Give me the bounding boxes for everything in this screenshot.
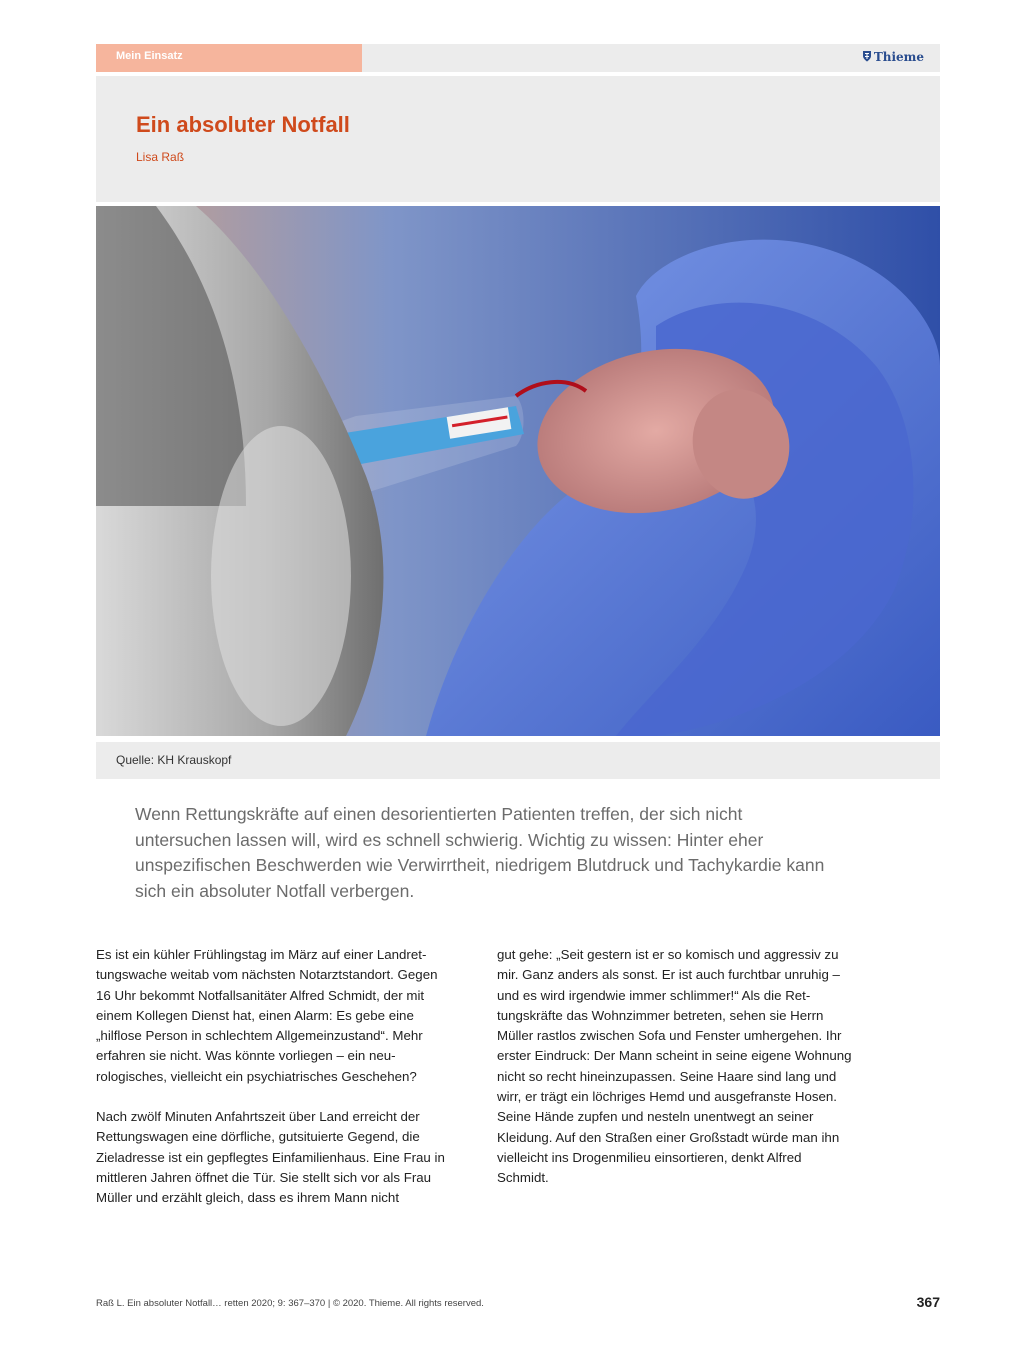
body-paragraph: Nach zwölf Minuten Anfahrtszeit über Land erreicht der Rettungswagen eine dörfliche, gutsituierte Gegend, die Zieladresse ist ein gepflegtes Einfamilienhaus. Eine Frau in mittleren Jahren öffnet die Tür. Sie stellt sich vor als Frau Müller und erzählt gleich, dass es ihrem Mann nicht	[96, 1109, 445, 1206]
caption-panel	[96, 742, 940, 779]
page-number: 367	[916, 1294, 940, 1310]
thieme-logo-icon	[862, 50, 872, 65]
body-paragraph: Es ist ein kühler Frühlingstag im März auf einer Landrettungswache weitab vom nächsten Notarztstandort. Gegen 16 Uhr bekommt Notfallsanitäter Alfred Schmidt, der mit einem Kollegen Dienst hat, einen Alarm: Es gebe eine „hilflose Person in schlechtem Allgemeinzustand“. Mehr erfahren sie nicht. Was könnte vorliegen – ein neurologisches, vielleicht ein psychiatrisches Geschehen?	[96, 947, 438, 1084]
section-tag	[96, 44, 362, 72]
article-photo	[96, 206, 940, 736]
title-panel	[96, 76, 940, 202]
article-title: Ein absoluter Notfall	[136, 112, 350, 137]
body-column-right	[497, 945, 854, 1189]
article-author: Lisa Raß	[136, 150, 185, 164]
brand-name: Thieme	[873, 50, 924, 64]
header-bar	[362, 44, 940, 72]
body-column-left	[96, 945, 453, 1209]
footer-citation: Raß L. Ein absoluter Notfall… retten 2020; 9: 367–370 | © 2020. Thieme. All rights reserved.	[96, 1298, 484, 1309]
body-paragraph: gut gehe: „Seit gestern ist er so komisch und aggressiv zu mir. Ganz anders als sonst. Er ist auch furchtbar unruhig – und es wird irgendwie immer schlimmer!“ Als die Rettungskräfte das Wohnzimmer betreten, sehen sie Herrn Müller rastlos zwischen Sofa und Fenster umhergehen. Ihr erster Eindruck: Der Mann scheint in seine eigene Wohnung nicht so recht hineinzupassen. Seine Haare sind lang und wirr, er trägt ein löchriges Hemd und ausgefranste Hosen. Seine Hände zupfen und nesteln unentwegt an seiner Kleidung. Auf den Straßen einer Großstadt würde man ihn vielleicht ins Drogenmilieu einsortieren, denkt Alfred Schmidt.	[497, 947, 852, 1186]
image-caption: Quelle: KH Krauskopf	[116, 753, 232, 767]
lead-paragraph: Wenn Rettungskräfte auf einen desorientierten Patienten treffen, der sich nicht untersuchen lassen will, wird es schnell schwierig. Wichtig zu wissen: Hinter eher unspezifischen Beschwerden wie Verwirrtheit, niedrigem Blutdruck und Tachykardie kann sich ein absoluter Notfall verbergen.	[135, 804, 825, 901]
section-label: Mein Einsatz	[116, 50, 183, 62]
publisher-brand[interactable]	[862, 50, 924, 65]
